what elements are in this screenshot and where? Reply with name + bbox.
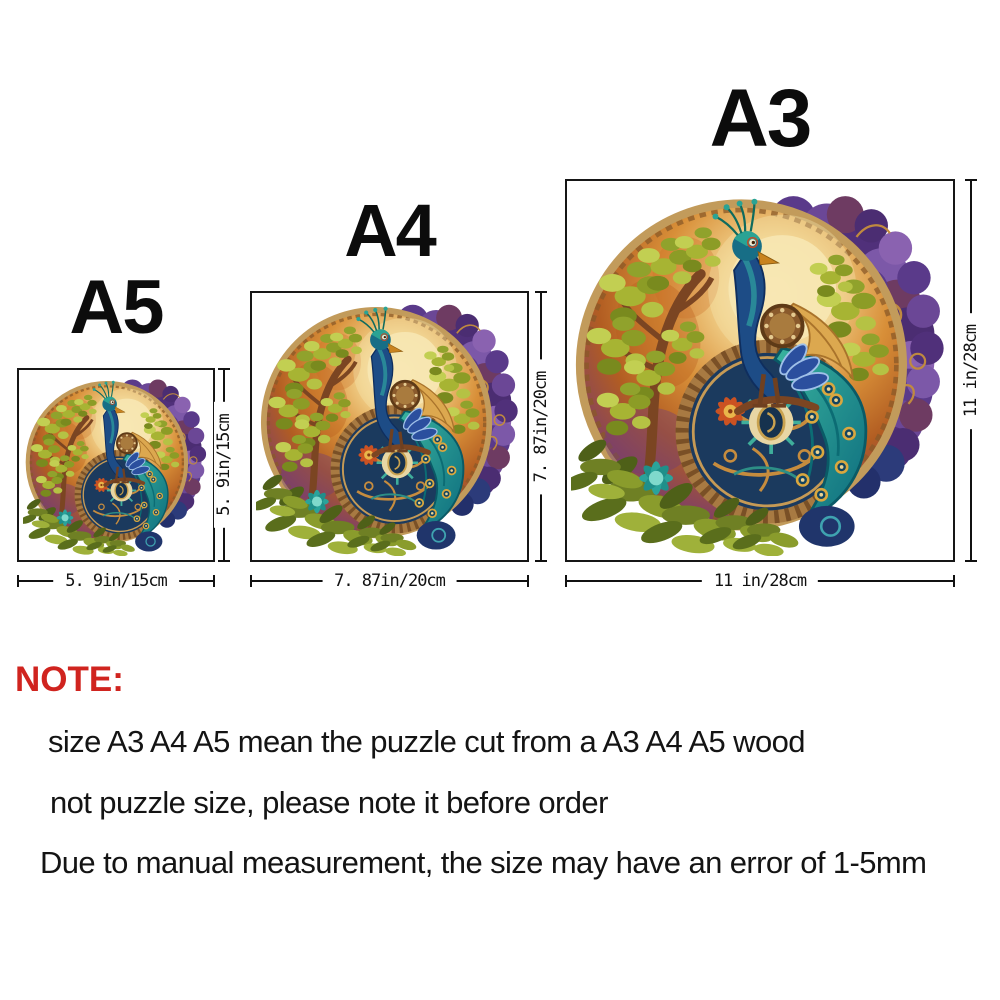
peacock-puzzle-artwork-a5 <box>23 374 209 556</box>
dimension-cap <box>218 560 230 562</box>
height-dimension-label-a4: 7. 87in/20cm <box>531 359 551 494</box>
peacock-puzzle-artwork-a4 <box>256 297 523 556</box>
height-dimension-label-a5: 5. 9in/15cm <box>214 402 234 528</box>
width-dimension-a5 <box>17 571 215 591</box>
width-dimension-label-a5: 5. 9in/15cm <box>53 571 179 591</box>
size-box-a3 <box>565 179 955 562</box>
height-dimension-a4 <box>531 291 551 562</box>
size-label-a5: A5 <box>69 265 163 350</box>
peacock-yin-yang-puzzle-icon <box>571 185 949 556</box>
width-dimension-label-a3: 11 in/28cm <box>702 571 818 591</box>
note-line-2: not puzzle size, please note it before order <box>50 785 608 820</box>
dimension-cap <box>218 368 230 370</box>
width-dimension-a3 <box>565 571 955 591</box>
note-heading: NOTE: <box>15 660 124 699</box>
peacock-puzzle-artwork-a3 <box>571 185 949 556</box>
dimension-cap <box>527 575 529 587</box>
peacock-yin-yang-puzzle-icon <box>23 374 209 556</box>
size-label-a4: A4 <box>344 189 435 272</box>
dimension-cap <box>535 291 547 293</box>
size-label-a3: A3 <box>709 73 811 164</box>
dimension-cap <box>213 575 215 587</box>
width-dimension-label-a4: 7. 87in/20cm <box>322 571 457 591</box>
dimension-cap <box>965 179 977 181</box>
dimension-cap <box>535 560 547 562</box>
height-dimension-a5 <box>214 368 234 562</box>
dimension-cap <box>250 575 252 587</box>
dimension-cap <box>17 575 19 587</box>
dimension-cap <box>953 575 955 587</box>
width-dimension-a4 <box>250 571 529 591</box>
size-box-a5 <box>17 368 215 562</box>
peacock-yin-yang-puzzle-icon <box>256 297 523 556</box>
dimension-cap <box>965 560 977 562</box>
note-line-3: Due to manual measurement, the size may have an error of 1-5mm <box>40 845 927 880</box>
note-line-1: size A3 A4 A5 mean the puzzle cut from a A3 A4 A5 wood <box>48 724 805 759</box>
height-dimension-a3 <box>961 179 981 562</box>
dimension-cap <box>565 575 567 587</box>
size-box-a4 <box>250 291 529 562</box>
height-dimension-label-a3: 11 in/28cm <box>961 312 981 428</box>
